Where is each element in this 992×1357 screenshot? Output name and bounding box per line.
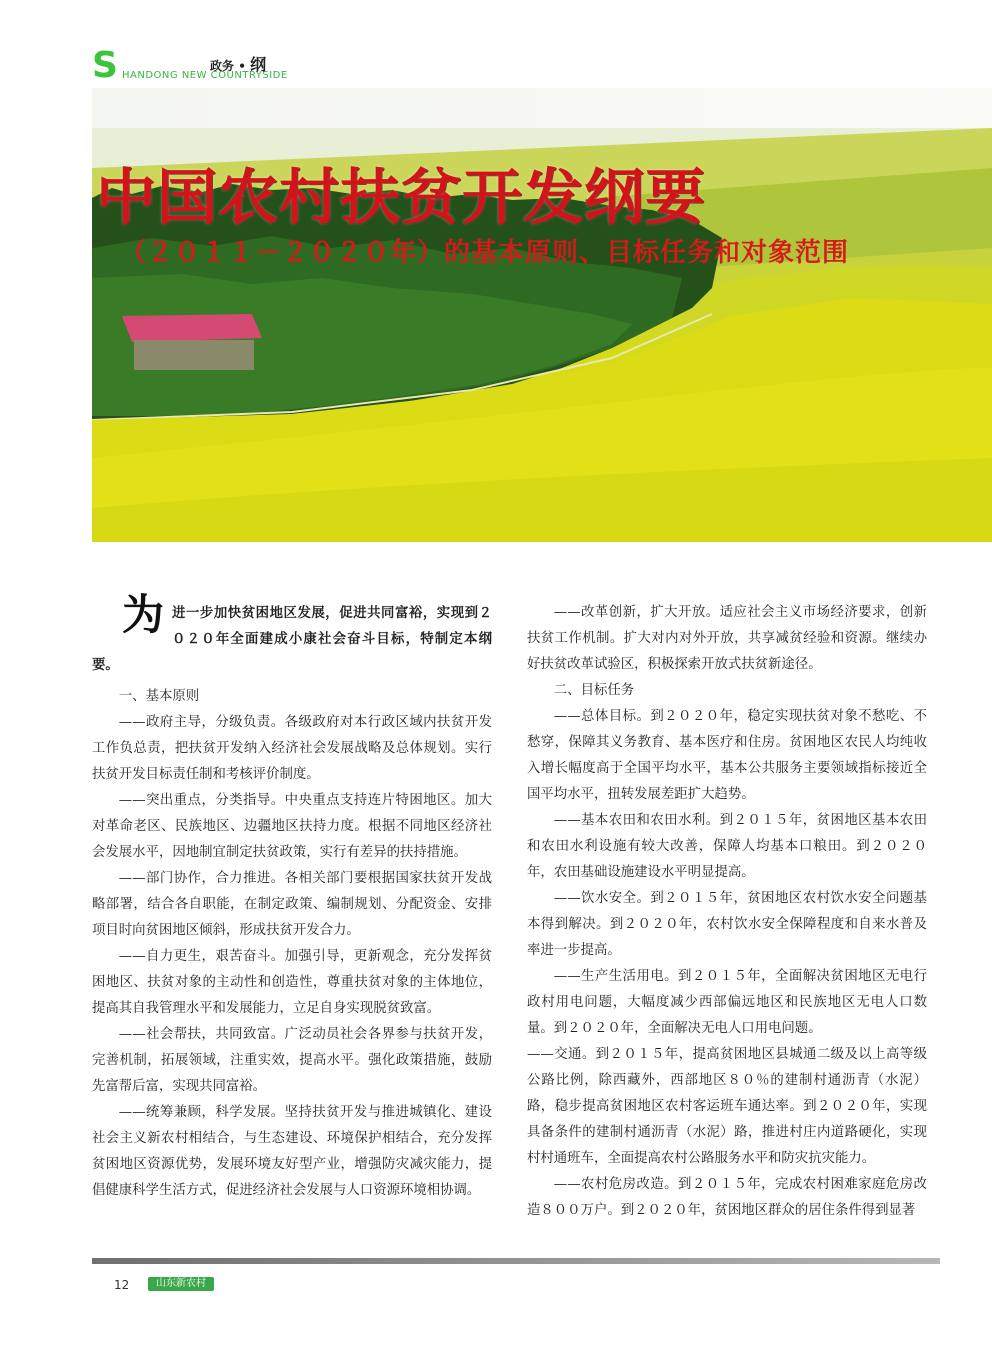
paragraph: ——交通。到２０１５年，提高贫困地区县城通二级及以上高等级公路比例，除西藏外，西部地区８０％的建制村通沥青（水泥）路，稳步提高贫困地区农村客运班车通达率。到２０２０年，实现具备条件的建制村通沥青（水泥）路，推进村庄内道路硬化，实现村村通班车，全面提高农村公路服务水平和防灾抗灾能力。 (527, 1047, 927, 1166)
footer-magazine-logo: 山东新农村 (148, 1277, 214, 1291)
heading-targets-tasks: 二、目标任务 (553, 683, 635, 698)
paragraph: ——部门协作，合力推进。各相关部门要根据国家扶贫开发战略部署，结合各自职能，在制定政策、编制规划、分配资金、安排项目时向贫困地区倾斜，形成扶贫开发合力。 (92, 871, 492, 938)
paragraph: ——基本农田和农田水利。到２０１５年，贫困地区基本农田和农田水利设施有较大改善，保障人均基本口粮田。到２０２０年，农田基础设施建设水平明显提高。 (527, 813, 927, 880)
drop-cap: 为 (122, 590, 165, 639)
paragraph: ——社会帮扶，共同致富。广泛动员社会各界参与扶贫开发，完善机制，拓展领域，注重实效，提高水平。强化政策措施，鼓励先富帮后富，实现共同富裕。 (92, 1027, 492, 1094)
paragraph: ——政府主导，分级负责。各级政府对本行政区域内扶贫开发工作负总责，把扶贫开发纳入经济社会发展战略及总体规划。实行扶贫开发目标责任制和考核评价制度。 (92, 715, 492, 782)
footer-divider (92, 1258, 940, 1264)
masthead (92, 45, 302, 88)
article-column-left (92, 590, 492, 1204)
header-background (92, 88, 992, 128)
paragraph: ——饮水安全。到２０１５年，贫困地区农村饮水安全问题基本得到解决。到２０２０年，农村饮水安全保障程度和自来水普及率进一步提高。 (527, 891, 927, 958)
section-label-big: 纲 (250, 55, 267, 74)
paragraph: ——统筹兼顾，科学发展。坚持扶贫开发与推进城镇化、建设社会主义新农村相结合，与生态建设、环境保护相结合，充分发挥贫困地区资源优势，发展环境友好型产业，增强防灾减灾能力，提倡健康科学生活方式，促进经济社会发展与人口资源环境相协调。 (92, 1105, 492, 1198)
paragraph: ——改革创新，扩大开放。适应社会主义市场经济要求，创新扶贫工作机制。扩大对内对外开放，共享减贫经验和资源。继续办好扶贫改革试验区，积极探索开放式扶贫新途径。 (527, 605, 927, 672)
intro-text: 进一步加快贫困地区发展，促进共同富裕，实现到２０２０年全面建成小康社会奋斗目标，特制定本纲要。 (92, 605, 492, 673)
magazine-logo-text: HANDONG NEW COUNTRYSIDE (122, 70, 288, 81)
subheadline: （２０１１－２０２０年）的基本原则、目标任务和对象范围 (120, 238, 850, 268)
article-column-right (527, 600, 927, 1224)
hero-image (92, 128, 992, 542)
section-label (210, 52, 266, 75)
section-label-dot: • (238, 59, 246, 73)
section-label-small: 政务 (210, 59, 235, 73)
page-number: 12 (114, 1278, 130, 1292)
magazine-logo-letter: S (92, 45, 116, 86)
paragraph: ——自力更生，艰苦奋斗。加强引导，更新观念，充分发挥贫困地区、扶贫对象的主动性和创造性，尊重扶贫对象的主体地位，提高其自我管理水平和发展能力，立足自身实现脱贫致富。 (92, 949, 492, 1016)
paragraph: ——总体目标。到２０２０年，稳定实现扶贫对象不愁吃、不愁穿，保障其义务教育、基本医疗和住房。贫困地区农民人均纯收入增长幅度高于全国平均水平，基本公共服务主要领域指标接近全国平均水平，扭转发展差距扩大趋势。 (527, 709, 927, 802)
heading-basic-principles: 一、基本原则 (118, 689, 200, 704)
paragraph: ——农村危房改造。到２０１５年，完成农村困难家庭危房改造８００万户。到２０２０年，贫困地区群众的居住条件得到显著 (527, 1177, 927, 1218)
headline: 中国农村扶贫开发纲要 (96, 163, 706, 233)
intro-paragraph (92, 590, 492, 678)
paragraph: ——突出重点，分类指导。中央重点支持连片特困地区。加大对革命老区、民族地区、边疆地区扶持力度。根据不同地区经济社会发展水平，因地制宜制定扶贫政策，实行有差异的扶持措施。 (92, 793, 492, 860)
paragraph: ——生产生活用电。到２０１５年，全面解决贫困地区无电行政村用电问题，大幅度减少西部偏远地区和民族地区无电人口数量。到２０２０年，全面解决无电人口用电问题。 (527, 969, 927, 1036)
